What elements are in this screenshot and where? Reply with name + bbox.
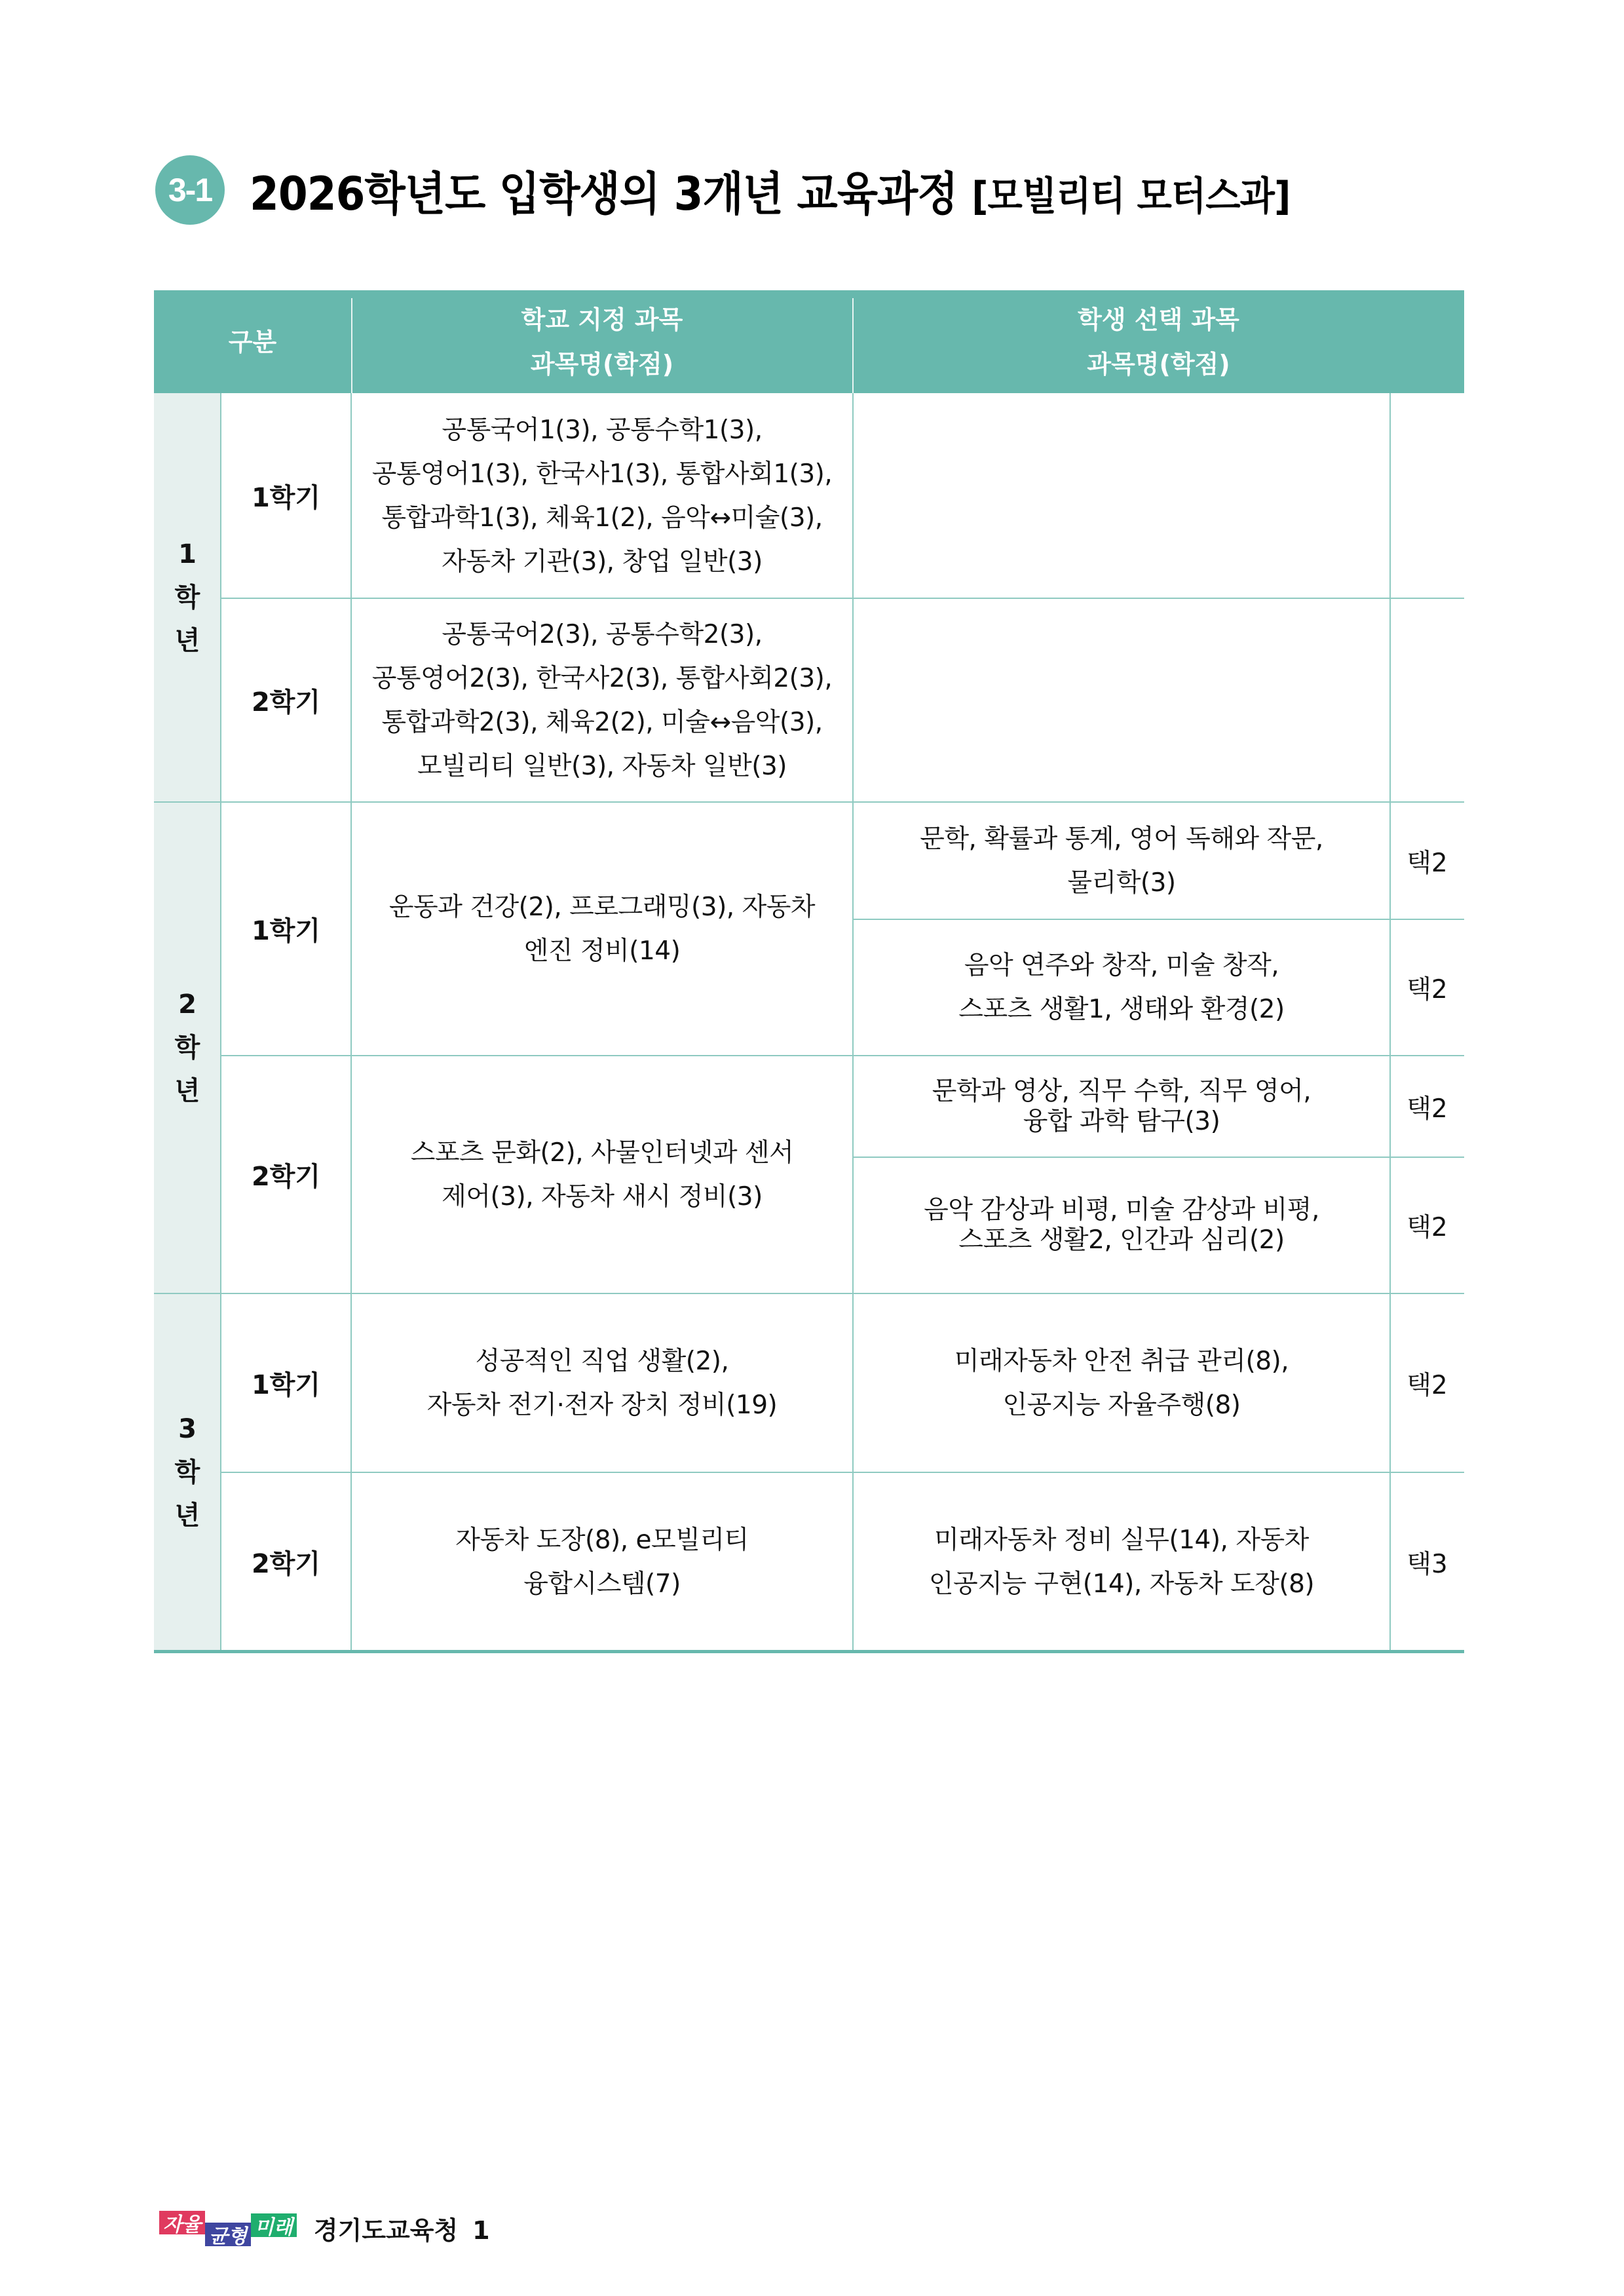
year-2-label <box>154 802 221 1293</box>
grid-line <box>853 919 1464 920</box>
header-school-designated <box>351 290 853 393</box>
choice-count: 택2 <box>1407 848 1448 878</box>
page-title <box>250 157 1290 223</box>
choice-count: 택2 <box>1407 1094 1448 1124</box>
page-footer <box>159 2210 490 2246</box>
subject-line: 인공지능 구현(14), 자동차 도장(8) <box>928 1569 1315 1599</box>
semester-label: 2학기 <box>251 1549 321 1579</box>
subject-line: 제어(3), 자동차 새시 정비(3) <box>442 1181 763 1212</box>
choice-count: 택3 <box>1407 1549 1448 1579</box>
grid-line <box>350 393 352 1651</box>
title-text: 2026학년도 입학생의 3개년 교육과정 <box>250 166 958 221</box>
header-divider <box>351 298 352 393</box>
year-label-char: 1 <box>178 539 197 569</box>
subject-line: 문학, 확률과 통계, 영어 독해와 작문, <box>920 824 1323 854</box>
header-category-label: 구분 <box>228 327 277 356</box>
subject-line: 문학과 영상, 직무 수학, 직무 영어, <box>932 1076 1312 1106</box>
grid-line <box>220 393 221 1651</box>
header-school-title: 학교 지정 과목 <box>521 305 683 334</box>
year-3-label <box>154 1293 221 1651</box>
subject-line: 음악 연주와 창작, 미술 창작, <box>964 951 1279 980</box>
grid-line <box>1389 393 1391 1651</box>
subject-line: 엔진 정비(14) <box>523 936 681 966</box>
year-1-label <box>154 393 221 802</box>
logo-part-future: 미래 <box>251 2213 297 2237</box>
subject-line: 공통국어1(3), 공통수학1(3), <box>442 415 763 445</box>
year-label-char: 3 <box>178 1414 197 1444</box>
header-student-title: 학생 선택 과목 <box>1078 305 1239 334</box>
school-subjects <box>351 1472 853 1651</box>
logo-part-balance: 균형 <box>205 2223 251 2246</box>
semester-label: 1학기 <box>251 1370 321 1400</box>
subject-line: 자동차 기관(3), 창업 일반(3) <box>442 546 763 577</box>
subject-line: 성공적인 직업 생활(2), <box>475 1346 729 1376</box>
year-label-char: 학 <box>174 1457 200 1487</box>
subject-line: 자동차 도장(8), e모빌리티 <box>455 1525 749 1555</box>
student-choice-subjects <box>853 1293 1390 1472</box>
student-choice-subjects <box>853 1157 1390 1293</box>
year-label-char: 학 <box>174 583 200 613</box>
department-name: [모빌리티 모터스과] <box>972 173 1291 220</box>
year-label-char: 년 <box>174 1076 200 1106</box>
header-school-subtitle: 과목명(학점) <box>530 349 674 379</box>
choice-count: 택2 <box>1407 975 1448 1004</box>
school-subjects <box>351 802 853 1056</box>
grid-line <box>221 1472 1464 1473</box>
header-student-choice <box>853 290 1464 393</box>
student-choice-subjects <box>853 1056 1390 1157</box>
subject-line: 스포츠 생활1, 생태와 환경(2) <box>958 995 1285 1024</box>
subject-line: 공통영어1(3), 한국사1(3), 통합사회1(3), <box>371 459 833 489</box>
subject-line: 운동과 건강(2), 프로그래밍(3), 자동차 <box>388 892 816 922</box>
logo-part-autonomy: 자율 <box>159 2211 205 2234</box>
school-subjects <box>351 1056 853 1293</box>
subject-line: 물리학(3) <box>1067 868 1176 898</box>
choice-count: 택2 <box>1407 1370 1448 1400</box>
subject-line: 미래자동차 정비 실무(14), 자동차 <box>934 1525 1309 1555</box>
subject-line: 공통영어2(3), 한국사2(3), 통합사회2(3), <box>371 663 833 693</box>
subject-line: 공통국어2(3), 공통수학2(3), <box>442 619 763 649</box>
subject-line: 스포츠 생활2, 인간과 심리(2) <box>958 1225 1285 1255</box>
student-choice-subjects <box>853 802 1390 919</box>
grid-line <box>852 393 854 1651</box>
choice-count: 택2 <box>1407 1213 1448 1242</box>
semester-label: 1학기 <box>251 916 321 946</box>
semester-label: 2학기 <box>251 1162 321 1192</box>
grid-line <box>221 1055 1464 1056</box>
page-number: 1 <box>472 2215 490 2245</box>
footer-org <box>314 2210 490 2246</box>
subject-line: 스포츠 문화(2), 사물인터넷과 센서 <box>410 1138 794 1168</box>
org-name: 경기도교육청 <box>313 2215 459 2245</box>
subject-line: 모빌리티 일반(3), 자동차 일반(3) <box>417 751 787 781</box>
semester-label: 1학기 <box>251 483 321 513</box>
grid-line <box>154 1293 1464 1294</box>
grid-line <box>154 801 1464 803</box>
subject-line: 통합과학1(3), 체육1(2), 음악↔미술(3), <box>381 503 823 533</box>
subject-line: 음악 감상과 비평, 미술 감상과 비평, <box>924 1195 1319 1225</box>
student-choice-subjects <box>853 919 1390 1056</box>
school-subjects <box>351 598 853 802</box>
grid-line <box>221 598 1464 599</box>
subject-line: 융합시스템(7) <box>523 1569 681 1599</box>
student-choice-subjects <box>853 1472 1390 1651</box>
table-bottom-border <box>154 1650 1464 1653</box>
slogan-logo <box>159 2210 297 2246</box>
section-title <box>155 155 1381 225</box>
subject-line: 융합 과학 탐구(3) <box>1023 1106 1220 1136</box>
subject-line: 미래자동차 안전 취급 관리(8), <box>954 1346 1289 1376</box>
subject-line: 자동차 전기·전자 장치 정비(19) <box>426 1390 778 1420</box>
year-label-char: 학 <box>174 1033 200 1063</box>
semester-label: 2학기 <box>251 687 321 718</box>
school-subjects <box>351 393 853 598</box>
curriculum-table <box>154 290 1464 1653</box>
header-student-subtitle: 과목명(학점) <box>1087 349 1230 379</box>
section-number-badge: 3-1 <box>155 155 225 225</box>
header-divider <box>852 298 854 393</box>
grid-line <box>853 1157 1464 1158</box>
year-label-char: 2 <box>178 989 197 1020</box>
subject-line: 인공지능 자율주행(8) <box>1002 1390 1241 1420</box>
school-subjects <box>351 1293 853 1472</box>
year-label-char: 년 <box>174 1501 200 1531</box>
subject-line: 통합과학2(3), 체육2(2), 미술↔음악(3), <box>381 707 823 737</box>
year-label-char: 년 <box>174 626 200 656</box>
header-category <box>154 290 351 393</box>
